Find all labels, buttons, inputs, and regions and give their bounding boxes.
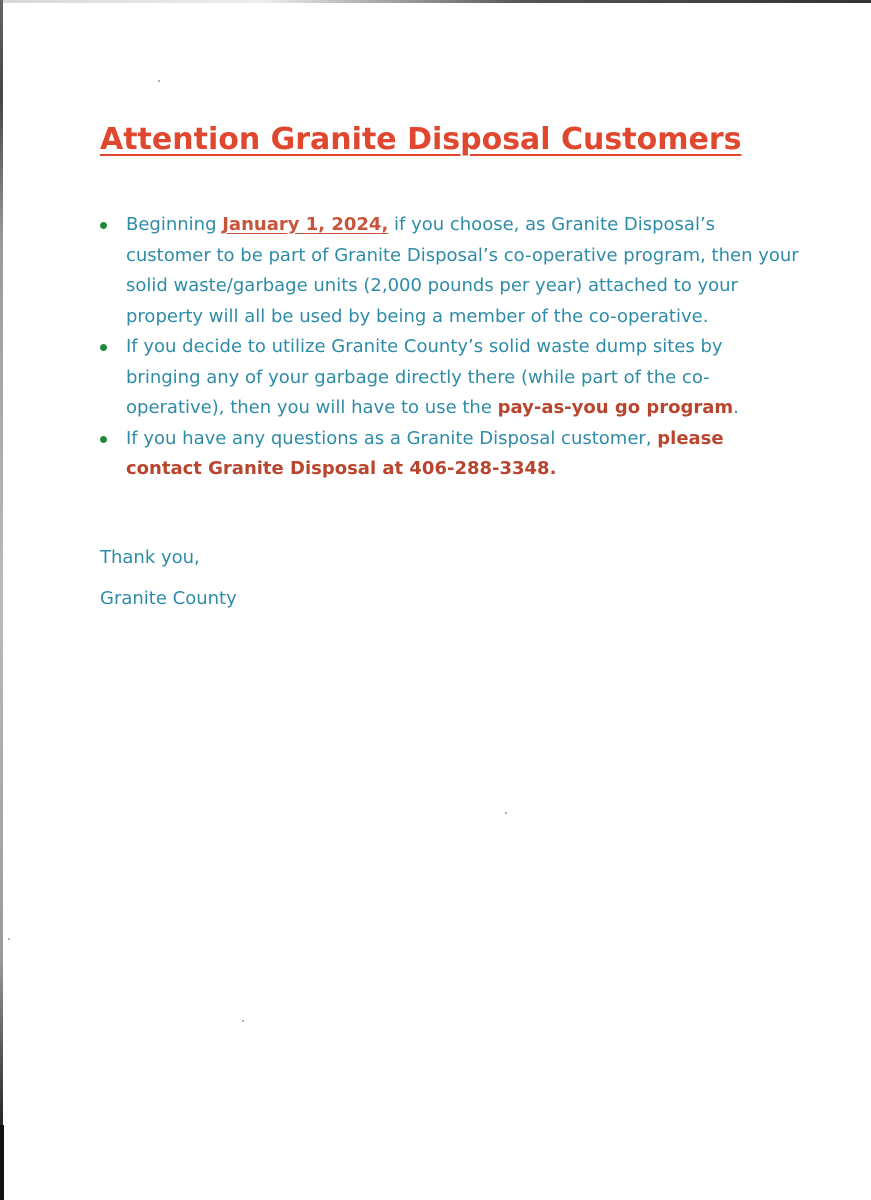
scan-speck (8, 938, 10, 940)
scan-speck (505, 812, 507, 814)
scan-speck (158, 80, 160, 82)
closing-thanks: Thank you, (100, 546, 200, 568)
pay-as-you-go-program: pay-as-you go program (497, 397, 734, 418)
bullet-item-contact (100, 424, 800, 485)
closing-signature: Granite County (100, 587, 237, 609)
bullet-item-start-date (100, 210, 800, 332)
start-date: January 1, 2024, (222, 214, 389, 235)
scan-edge-left-dark (0, 1125, 4, 1200)
bullet-text-after: . (733, 397, 739, 418)
bullet-text-before: Beginning (126, 214, 223, 235)
notice-title: Attention Granite Disposal Customers (100, 122, 742, 157)
bullet-dot-icon (100, 344, 107, 351)
bullet-text-before: If you decide to utilize Granite County’s solid waste dump sites by bringing any of your garbage directly there (while part of the co-operative), then you will have to use the (126, 336, 723, 418)
bullet-dot-icon (100, 222, 107, 229)
scan-edge-left (0, 0, 3, 1200)
bullet-text-after: if you choose, as Granite Disposal’s customer to be part of Granite Disposal’s co-operative program, then your solid waste/garbage units (2,000 pounds per year) attached to your property will all be used by being a member of the co-operative. (126, 214, 799, 327)
scan-speck (242, 1020, 244, 1022)
bullet-item-dump-sites (100, 332, 800, 424)
notice-bullet-list (100, 210, 800, 485)
notice-document (100, 118, 800, 619)
closing-block (100, 537, 800, 619)
scan-edge-top (0, 0, 871, 3)
contact-phone: please contact Granite Disposal at 406-288-3348. (126, 427, 724, 479)
bullet-dot-icon (100, 436, 107, 443)
bullet-text-before: If you have any questions as a Granite Disposal customer, (126, 427, 658, 449)
